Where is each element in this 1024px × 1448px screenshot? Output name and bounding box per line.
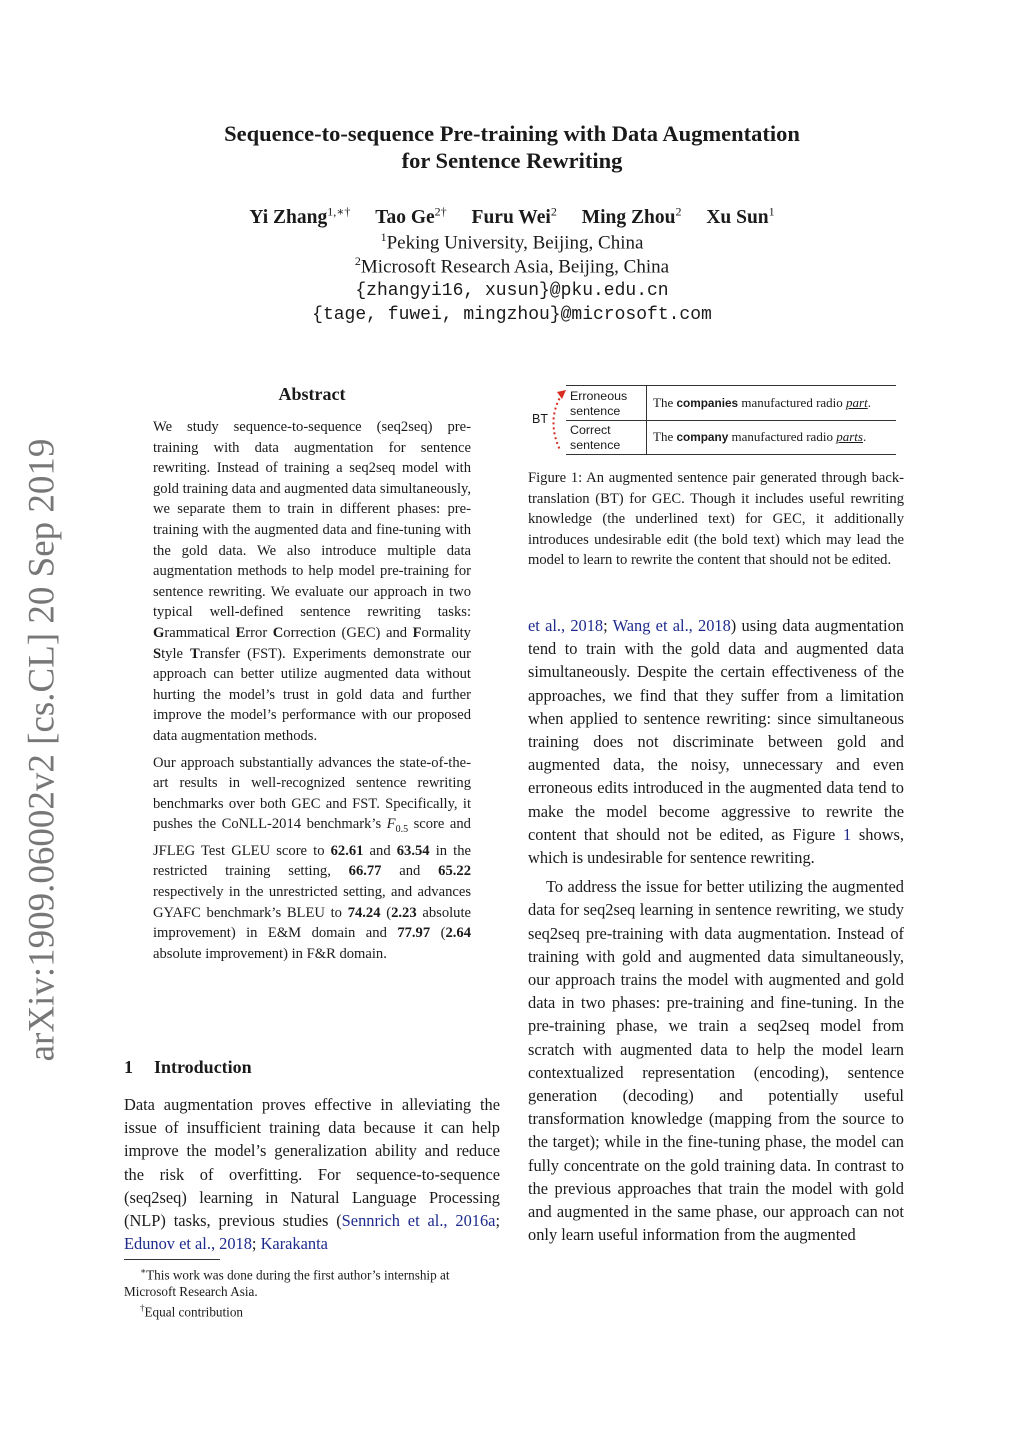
footnote-2: †Equal contribution	[140, 1303, 244, 1320]
footnotes	[124, 1263, 500, 1321]
figure-reference[interactable]: 1	[843, 824, 852, 844]
intro-right-column	[528, 614, 904, 1246]
paper-title	[0, 120, 1024, 174]
citation-edunov[interactable]: Edunov et al., 2018	[124, 1234, 252, 1254]
author-list	[0, 204, 1024, 229]
erroneous-sentence: The companies manufactured radio part.	[646, 386, 871, 420]
intro-paragraph-1-start: Data augmentation proves effective in alleviating the issue of insufficient training data because it can help improve the model’s generalization ability and reduce the risk of overfitting. For sequence-to-sequence (seq2seq) learning in Natural Language Processing (NLP) tasks, previous studies (Sennrich et al., 2016a; Edunov et al., 2018; Karakanta	[124, 1095, 501, 1254]
footnote-1: ∗This work was done during the first author’s internship at Microsoft Research Asia.	[124, 1266, 450, 1300]
citation-karakanta-cont[interactable]: et al., 2018	[528, 616, 604, 635]
email-2: {tage, fuwei, mingzhou}@microsoft.com	[312, 305, 712, 325]
intro-paragraph-2: To address the issue for better utilizing the augmented data for seq2seq learning in sentence rewriting, we study seq2seq pre-training with data augmentation. Instead of training with gold and augmented data simultaneously, our approach trains the model with augmented and gold data in two phases: pre-training and fine-tuning. In the pre-training phase, we train a seq2seq model from scratch with augmented data to help the model learn contextualized representation (encoding), sentence generation (decoding) and potentially useful transformation knowledge (mapping from the source to the target); while in the fine-tuning phase, the model can fully concentrate on the gold training data. In contrast to the previous approaches that train the model with gold and augmented in the same phase, our approach can not only learn useful information from the augmented	[528, 877, 904, 1245]
bt-label: BT	[532, 412, 548, 426]
intro-paragraph-1-continued: et al., 2018; Wang et al., 2018) using data augmentation tend to train with the gold data and augmented data simultaneously. Despite the certain effectiveness of the approaches, we find that they suffer from a limitation when applied to sentence rewriting: since simultaneous training does not discriminate between gold and augmented data, the noisy, unnecessary and even erroneous edits introduced in the augmented data tend to make the model become aggressive to rewrite the content that should not be edited, as Figure 1 shows, which is undesirable for sentence rewriting.	[528, 616, 905, 868]
citation-karakanta[interactable]: Karakanta	[260, 1234, 328, 1254]
correct-sentence: The company manufactured radio parts.	[646, 420, 866, 454]
title-line-2: for Sentence Rewriting	[401, 148, 623, 173]
section-heading-introduction: 1 Introduction	[124, 1057, 252, 1077]
email-1: {zhangyi16, xusun}@pku.edu.cn	[355, 281, 669, 301]
affiliation-1: $^1$Peking University, Beijing, China	[380, 230, 644, 254]
citation-wang[interactable]: Wang et al., 2018	[612, 616, 731, 635]
row-label-correct: Correct sentence	[570, 423, 621, 452]
author: Furu Wei$^2$	[471, 204, 557, 228]
abstract-paragraph-1: We study sequence-to-sequence (seq2seq) pre-training with data augmentation for sentence rewriting. Instead of training a seq2seq model with gold training data and augmented data simultaneously, we separate them to train in different phases: pre-training with the augmented data and fine-tuning with the gold data. We also introduce multiple data augmentation methods to help model pre-training for sentence rewriting. We evaluate our approach in two typical well-defined sentence rewriting tasks: Grammatical Error Correction (GEC) and Formality Style Transfer (FST). Experiments demonstrate our approach can better utilize augmented data without hurting the model’s trust in gold data and further improve the model’s performance with our proposed data augmentation methods.	[153, 419, 472, 744]
citation-sennrich[interactable]: Sennrich et al., 2016a	[341, 1211, 496, 1231]
row-label-erroneous: Erroneous sentence	[570, 389, 628, 418]
abstract-paragraph-2: Our approach substantially advances the state-of-the-art results in well-recognized sentence rewriting benchmarks over both GEC and FST. Specifically, it pushes the CoNLL-2014 benchmark’s $F_{0.5}$ score and JFLEG Test GLEU score to 62.61 and 63.54 in the restricted training setting, 66.77 and 65.22 respectively in the unrestricted setting, and advances GYAFC benchmark’s BLEU to 74.24 (2.23 absolute improvement) in E&M domain and 77.97 (2.64 absolute improvement) in F&R domain.	[153, 754, 472, 962]
abstract-body	[153, 417, 471, 964]
title-line-1: Sequence-to-sequence Pre-training with Data Augmentation	[224, 121, 800, 146]
affiliation-2: $^2$Microsoft Research Asia, Beijing, China	[354, 254, 670, 278]
author: Tao $Ge^{2\dagger}$	[375, 204, 447, 228]
author: Yi Zhang$^{1,∗\dagger}$	[249, 204, 351, 228]
figure-row-erroneous	[566, 385, 896, 421]
figure-row-correct	[566, 420, 896, 455]
footnote-rule	[124, 1259, 220, 1260]
author: Ming Zhou$^2$	[581, 204, 682, 228]
arxiv-id: arXiv:1909.06002v2 [cs.CL] 20 Sep 2019	[21, 438, 63, 1062]
abstract-heading: Abstract	[278, 384, 346, 404]
figure-1-caption: Figure 1: An augmented sentence pair generated through back-translation (BT) for GEC. Though it includes useful rewriting knowledge (the underlined text) for GEC, it additionally introduces undesirable edit (the bold text) which may lead the model to learn to rewrite the content that should not be edited.	[528, 470, 904, 568]
author: Xu Sun$^1$	[706, 204, 775, 228]
intro-left-column	[124, 1093, 500, 1255]
figure-1-table	[566, 385, 896, 455]
